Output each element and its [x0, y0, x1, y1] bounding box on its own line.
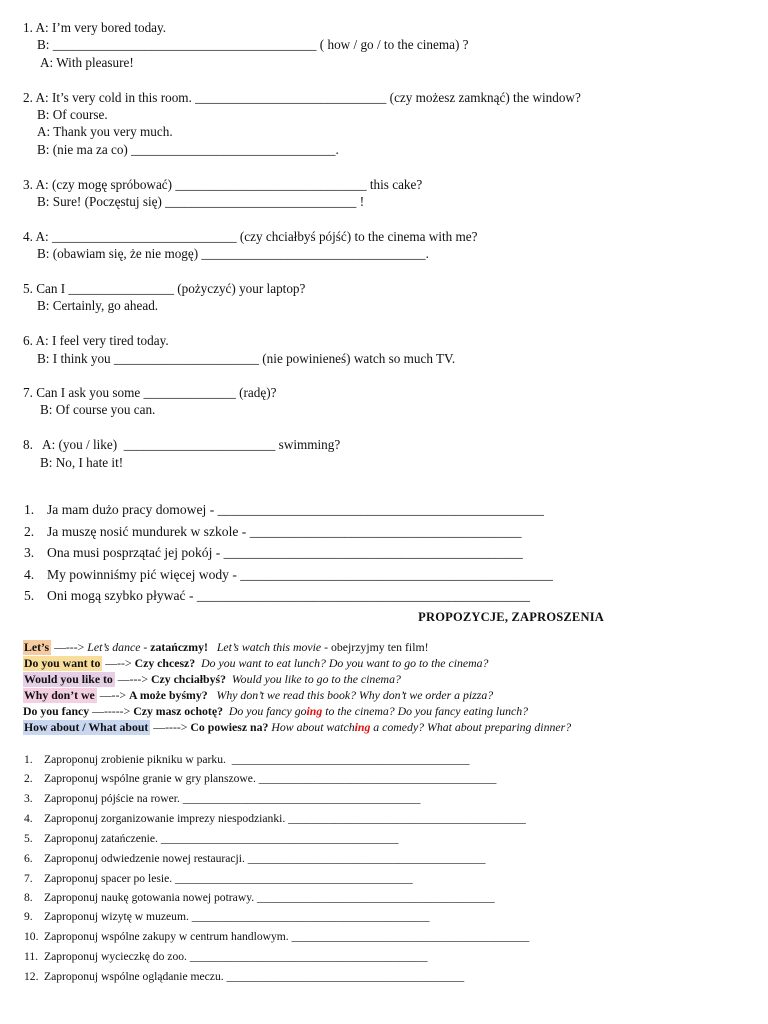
ing-ending: ing	[354, 720, 371, 734]
example: Do you fancy going to the cinema? Do you fancy eating lunch?	[228, 704, 529, 718]
dialogue-3-line-a: 3. A: (czy mogę spróbować) _____________________________ this cake?	[23, 177, 423, 192]
proposal-item	[24, 831, 399, 846]
translation-text: My powinniśmy pić więcej wody - ______________________________________________	[47, 567, 553, 582]
proposal-text: Zaproponuj wizytę w muzeum. _________________________________________	[44, 910, 430, 923]
list-number: 1.	[24, 753, 33, 766]
dialogue-6-line-b: B: I think you ______________________ (nie powinieneś) watch so much TV.	[37, 351, 456, 366]
proposal-text: Zaproponuj wspólne oglądanie meczu. _________________________________________	[44, 970, 465, 983]
list-number: 7.	[24, 872, 33, 885]
dialogue-8-line-a: 8. A: (you / like) _______________________ swimming?	[23, 437, 341, 452]
list-number: 4.	[24, 567, 35, 582]
arrow: —---->	[150, 720, 191, 734]
proposal-item	[24, 771, 497, 786]
translation: - obejrzyjmy ten film!	[321, 640, 429, 654]
phrase-would-you-like-to	[23, 672, 401, 687]
translation-text: Oni mogą szybko pływać - _________________________________________________	[47, 588, 530, 603]
proposal-text: Zaproponuj zorganizowanie imprezy niespodzianki. _________________________________________	[44, 812, 526, 825]
proposal-item	[24, 851, 486, 866]
phrase-how-about	[23, 720, 571, 735]
dialogue-8-line-b: B: No, I hate it!	[40, 455, 124, 470]
key-phrase-do-you-want-to: Do you want to	[24, 656, 101, 670]
key-phrase-why-dont-we: Why don’t we	[24, 688, 95, 702]
phrase-do-you-want-to	[23, 656, 488, 671]
proposal-item	[24, 909, 430, 924]
dialogue-1-line-a: 1. A: I’m very bored today.	[23, 20, 167, 35]
list-number: 5.	[24, 588, 35, 603]
translation-item	[24, 545, 523, 561]
list-number: 3.	[24, 545, 35, 560]
translation: A może byśmy?	[129, 688, 208, 702]
list-number: 3.	[24, 792, 33, 805]
translation: Czy chciałbyś?	[150, 672, 227, 686]
translation-text: Ona musi posprzątać jej pokój - ____________________________________________	[47, 545, 523, 560]
translation: Co powiesz na?	[190, 720, 269, 734]
phrase-do-you-fancy	[23, 704, 528, 719]
phrase-why-dont-we	[23, 688, 493, 703]
proposal-text: Zaproponuj wspólne granie w gry planszowe. _________________________________________	[44, 772, 497, 785]
list-number: 2.	[24, 524, 35, 539]
dialogue-2-line-b: B: Of course.	[37, 107, 108, 122]
phrase-lets	[23, 640, 429, 655]
translation: Czy chcesz?	[134, 656, 196, 670]
proposal-text: Zaproponuj pójście na rower. _________________________________________	[44, 792, 421, 805]
proposal-item	[24, 811, 526, 826]
proposal-text: Zaproponuj zatańczenie. _________________________________________	[44, 832, 399, 845]
proposal-text: Zaproponuj wycieczkę do zoo. _________________________________________	[44, 950, 428, 963]
key-phrase-would-you-like-to: Would you like to	[24, 672, 113, 686]
proposal-item	[24, 752, 470, 767]
list-number: 9.	[24, 910, 33, 923]
proposal-text: Zaproponuj naukę gotowania nowej potrawy. _________________________________________	[44, 891, 495, 904]
proposal-item	[24, 949, 428, 964]
translation: zatańczmy!	[150, 640, 208, 654]
list-number: 4.	[24, 812, 33, 825]
proposal-text: Zaproponuj odwiedzenie nowej restauracji. _________________________________________	[44, 852, 486, 865]
list-number: 2.	[24, 772, 33, 785]
list-number: 8.	[24, 891, 33, 904]
translation-text: Ja mam dużo pracy domowej - ________________________________________________	[47, 502, 544, 517]
dialogue-1-line-b: B: ________________________________________ ( how / go / to the cinema) ?	[37, 37, 469, 52]
key-phrase-lets: Let’s	[24, 640, 50, 654]
proposal-item	[24, 890, 495, 905]
key-phrase-do-you-fancy: Do you fancy	[23, 704, 90, 718]
proposal-item	[24, 929, 530, 944]
key-phrase-how-about: How about / What about	[24, 720, 149, 734]
arrow: —----->	[89, 704, 134, 718]
example: Do you want to eat lunch? Do you want to go to the cinema?	[201, 656, 489, 670]
translation-item	[24, 502, 544, 518]
list-number: 1.	[24, 502, 35, 517]
dialogue-6-line-a: 6. A: I feel very tired today.	[23, 333, 169, 348]
proposal-item	[24, 871, 413, 886]
ing-ending: ing	[306, 704, 323, 718]
proposal-text: Zaproponuj zrobienie pikniku w parku. _________________________________________	[44, 753, 470, 766]
dialogue-3-line-b: B: Sure! (Poczęstuj się) _____________________________ !	[37, 194, 365, 209]
translation-item	[24, 524, 522, 540]
dialogue-7-line-a: 7. Can I ask you some ______________ (radę)?	[23, 385, 277, 400]
proposal-text: Zaproponuj spacer po lesie. _________________________________________	[44, 872, 413, 885]
example: Let’s watch this movie	[216, 640, 322, 654]
arrow: —--->	[51, 640, 88, 654]
arrow: —-->	[96, 688, 130, 702]
dialogue-1-line-a2: A: With pleasure!	[40, 55, 134, 70]
example: Why don’t we read this book? Why don’t we order a pizza?	[216, 688, 494, 702]
dialogue-5-line-a: 5. Can I ________________ (pożyczyć) your laptop?	[23, 281, 306, 296]
separator: -	[140, 640, 151, 654]
section-title: PROPOZYCJE, ZAPROSZENIA	[418, 610, 604, 624]
dialogue-2-line-a2: A: Thank you very much.	[37, 124, 173, 139]
example: How about watching a comedy? What about preparing dinner?	[271, 720, 572, 734]
dialogue-4-line-b: B: (obawiam się, że nie mogę) __________________________________.	[37, 246, 429, 261]
list-number: 10.	[24, 930, 39, 943]
proposal-item	[24, 791, 421, 806]
proposal-text: Zaproponuj wspólne zakupy w centrum handlowym. _________________________________________	[44, 930, 530, 943]
list-number: 11.	[24, 950, 39, 963]
translation-text: Ja muszę nosić mundurek w szkole - ________________________________________	[47, 524, 522, 539]
example: Let’s dance	[87, 640, 141, 654]
list-number: 12.	[24, 970, 39, 983]
example: Would you like to go to the cinema?	[231, 672, 401, 686]
arrow: —--->	[114, 672, 151, 686]
dialogue-4-line-a: 4. A: ____________________________ (czy chciałbyś pójść) to the cinema with me?	[23, 229, 478, 244]
dialogue-2-line-a: 2. A: It’s very cold in this room. _____________________________ (czy możesz zamknąć) the window?	[23, 90, 581, 105]
translation: Czy masz ochotę?	[133, 704, 223, 718]
arrow: —-->	[102, 656, 135, 670]
translation-item	[24, 567, 553, 583]
dialogue-5-line-b: B: Certainly, go ahead.	[37, 298, 159, 313]
proposal-item	[24, 969, 465, 984]
translation-item	[24, 588, 530, 604]
dialogue-2-line-b2: B: (nie ma za co) _______________________________.	[37, 142, 339, 157]
dialogue-7-line-b: B: Of course you can.	[40, 402, 156, 417]
list-number: 5.	[24, 832, 33, 845]
list-number: 6.	[24, 852, 33, 865]
